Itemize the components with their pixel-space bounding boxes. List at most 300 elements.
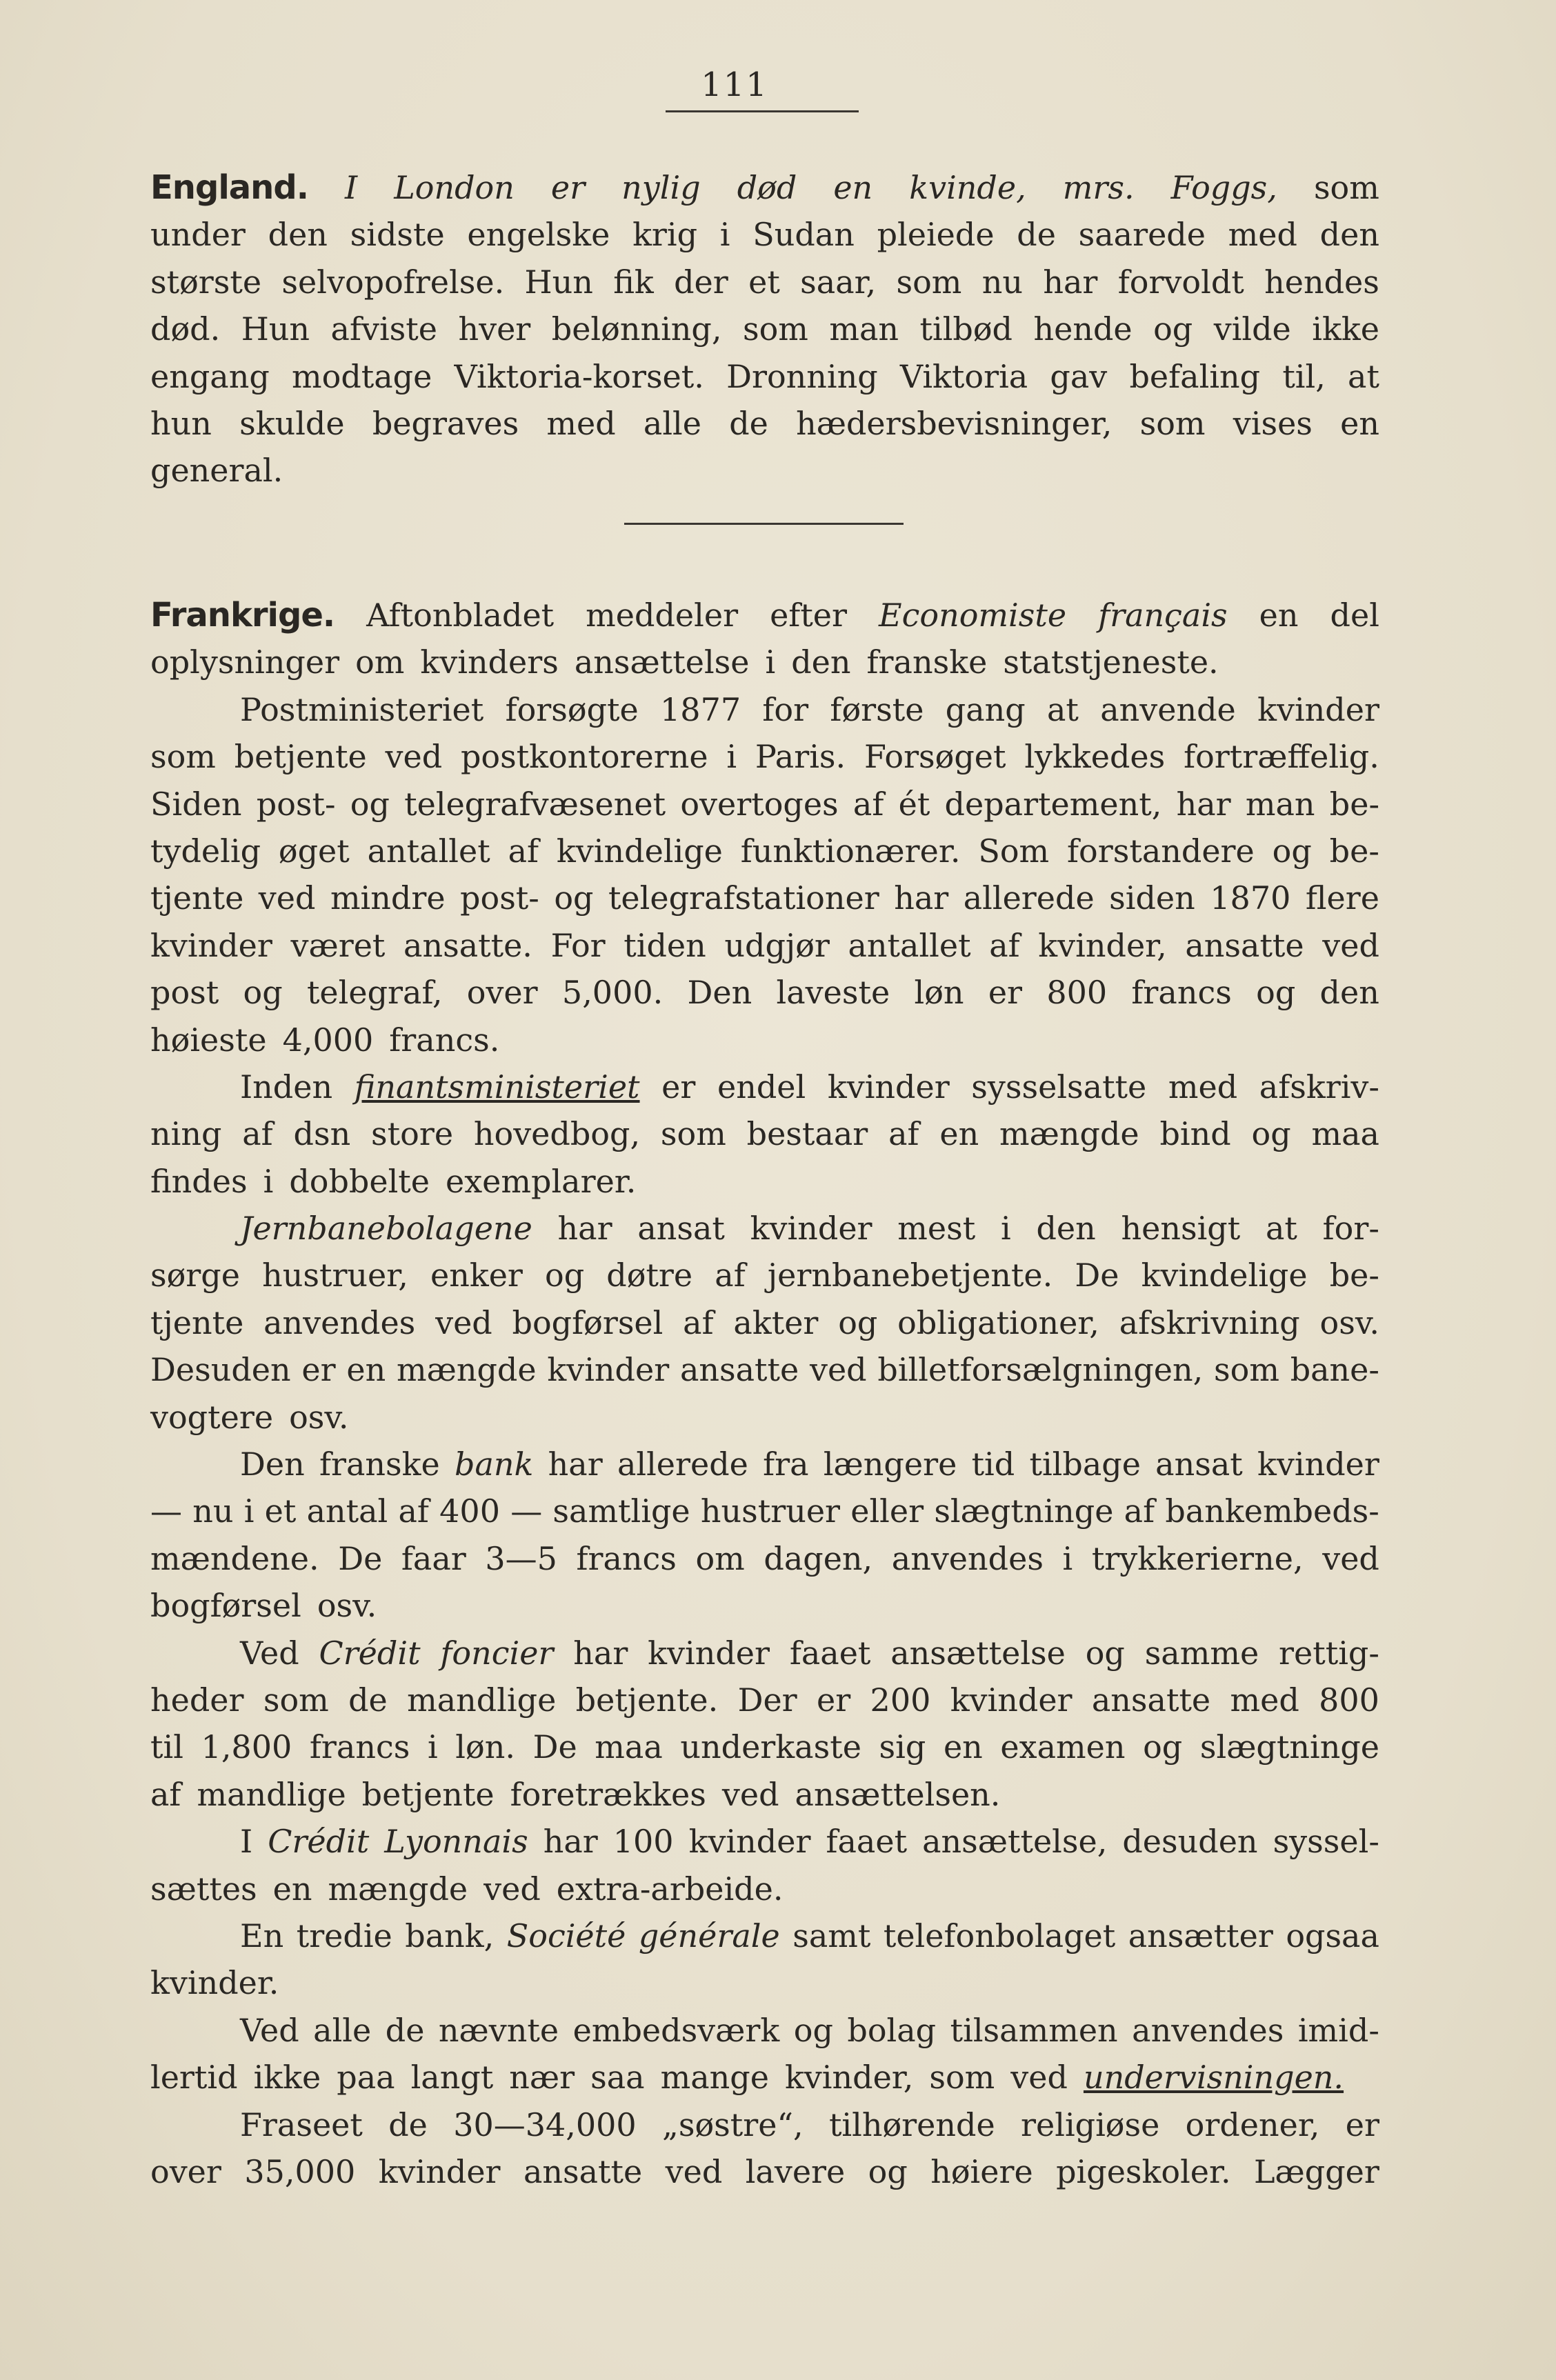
word: udgjør [724, 926, 830, 964]
word: vises [1233, 404, 1313, 442]
word: den [1319, 216, 1379, 254]
word: og [350, 785, 390, 823]
word: syssel- [1273, 1823, 1379, 1861]
word: døtre [606, 1257, 693, 1294]
word: dsn [293, 1115, 351, 1153]
word: fra [763, 1446, 809, 1483]
word: at [1348, 357, 1379, 395]
word: betjente. [575, 1681, 719, 1719]
word: mange [660, 2059, 769, 2097]
word: kvindelige [1141, 1257, 1308, 1294]
text-line [150, 1394, 1379, 1441]
word: kvinder [827, 1068, 950, 1106]
word: afskriv- [1259, 1068, 1379, 1106]
word: mængde [999, 1115, 1139, 1153]
word: hende [1033, 310, 1133, 348]
word: ansat [1155, 1446, 1243, 1483]
text-line [150, 1723, 1379, 1770]
word: som [1214, 1351, 1279, 1389]
word: tydelig [150, 832, 261, 870]
word: samt [792, 1917, 871, 1954]
word: osv. [1319, 1303, 1379, 1341]
word: og [554, 879, 594, 917]
word: nævnte [438, 2011, 559, 2049]
word: Paris. [755, 738, 846, 776]
word: examen [1000, 1728, 1126, 1766]
word: været [290, 926, 386, 964]
word: er [817, 1681, 851, 1719]
word: Crédit [268, 1823, 370, 1861]
word: modtage [292, 357, 432, 395]
word: ved [665, 2152, 723, 2190]
word: desuden [1122, 1823, 1258, 1861]
word: lavere [745, 2152, 846, 2190]
word: af [1124, 1492, 1155, 1530]
word: franske [866, 643, 988, 681]
word: „søstre“, [662, 2106, 804, 2143]
word: ved [385, 738, 443, 776]
word: af [683, 1303, 714, 1341]
word: er [1345, 2106, 1379, 2143]
word: over [150, 2152, 221, 2190]
word: 4,000 [282, 1021, 374, 1059]
word: af [508, 832, 539, 870]
word: i [1062, 1539, 1073, 1577]
word: telefonbolaget [883, 1917, 1116, 1954]
word: mængde [396, 1351, 537, 1389]
word: saarede [1078, 216, 1206, 254]
word: man [1245, 785, 1315, 823]
word: ansætter [1128, 1917, 1273, 1954]
word: og [545, 1257, 585, 1294]
word: maa [1311, 1115, 1379, 1153]
text-line [150, 1017, 1379, 1063]
word: forsøgte [505, 690, 639, 728]
word: Hun [241, 310, 310, 348]
text-line [150, 1441, 1379, 1488]
word: en [939, 1115, 979, 1153]
text-line [150, 969, 1379, 1016]
text-line [150, 2007, 1379, 2054]
word: 100 [612, 1823, 674, 1861]
word: hver [458, 310, 531, 348]
word: hensigt [1121, 1210, 1241, 1248]
text-line [150, 400, 1379, 447]
word: som [1313, 169, 1379, 206]
word: forvoldt [1117, 263, 1244, 301]
word: saa [590, 2059, 645, 2097]
word: en [272, 1870, 312, 1908]
text-line [150, 1866, 1379, 1912]
word: trykkerierne, [1091, 1539, 1304, 1577]
page-number: 111 [701, 66, 768, 104]
text-line [150, 211, 1379, 258]
word: findes [150, 1162, 248, 1200]
word: hædersbevisninger, [796, 404, 1113, 442]
word: ansættelse [574, 643, 750, 681]
text-line [150, 1205, 1379, 1252]
word: ved [721, 1775, 779, 1813]
word: tilsammen [950, 2011, 1118, 2049]
word: pleiede [877, 216, 995, 254]
word: af [150, 1775, 181, 1813]
word: saar, [800, 263, 877, 301]
text-line [150, 447, 1379, 494]
word: den [268, 216, 328, 254]
word: tjente [150, 1303, 244, 1341]
word: bestaar [746, 1115, 868, 1153]
word: mandlige [407, 1681, 557, 1719]
word: mest [897, 1210, 976, 1248]
word: til, [1282, 357, 1326, 395]
section-frankrige [150, 592, 1379, 2195]
word: de [385, 2011, 425, 2049]
word: allerede [617, 1446, 748, 1483]
word: ansættelse, [922, 1823, 1108, 1861]
section-england [150, 164, 1379, 494]
word: Dronning [726, 357, 878, 395]
word: store [371, 1115, 454, 1153]
word: at [1265, 1210, 1297, 1248]
word: øget [278, 832, 350, 870]
word: telegrafvæsenet [404, 785, 666, 823]
text-line [150, 164, 1379, 211]
word: For [550, 926, 606, 964]
word: i [427, 1728, 438, 1766]
word: den [791, 643, 851, 681]
word: har [557, 1210, 612, 1248]
word: af [989, 926, 1020, 964]
word: Lyonnais [384, 1823, 528, 1861]
word: ansat [637, 1210, 725, 1248]
word: gang [945, 690, 1026, 728]
text-line [150, 781, 1379, 828]
word: allerede [963, 879, 1095, 917]
word: kvinders [420, 643, 559, 681]
word: 1,800 [201, 1728, 292, 1766]
text-line [150, 353, 1379, 400]
word: og [1251, 1115, 1291, 1153]
text-line [150, 733, 1379, 780]
word: lykkedes [1024, 738, 1166, 776]
word: ét [898, 785, 930, 823]
word: betjente [234, 738, 367, 776]
word: franske [319, 1446, 440, 1483]
word: er [301, 1351, 336, 1389]
word: samtlige [552, 1492, 690, 1530]
word: kvinder [750, 1210, 872, 1248]
word: En [240, 1917, 284, 1954]
word: fik [613, 263, 654, 301]
word: tiden [624, 926, 706, 964]
word: francs [576, 1539, 677, 1577]
word: Den [240, 1446, 305, 1483]
word: anvendes [1132, 2011, 1284, 2049]
word: høieste [150, 1021, 267, 1059]
word: kvindelige [556, 832, 723, 870]
word: De [338, 1539, 383, 1577]
text-line [150, 639, 1379, 686]
word: befaling [1129, 357, 1261, 395]
word: som [896, 263, 962, 301]
word: høiere [930, 2152, 1033, 2190]
word: be- [1329, 785, 1379, 823]
word: den [1036, 1210, 1096, 1248]
word: 30—34,000 [453, 2106, 637, 2143]
word: del [1330, 597, 1379, 634]
word: hendes [1264, 263, 1379, 301]
section-divider [624, 523, 904, 525]
word: kvinder [1257, 690, 1379, 728]
word: departement, [944, 785, 1162, 823]
word: — [150, 1492, 182, 1530]
word: krig [632, 216, 698, 254]
word: kvinder, [784, 2059, 914, 2097]
word: vogtere [150, 1398, 274, 1436]
word: som [742, 310, 808, 348]
word: ved [809, 1351, 867, 1389]
section-heading: Frankrige. [150, 596, 335, 634]
text-line [150, 1488, 1379, 1534]
word: kvinder [378, 2152, 501, 2190]
word: embedsværk [572, 2011, 780, 2049]
word: eller [850, 1492, 924, 1530]
text-line [150, 1110, 1379, 1157]
word: overtoges [680, 785, 839, 823]
word: belønning, [551, 310, 722, 348]
word: mandlige [197, 1775, 346, 1813]
word: og [838, 1303, 878, 1341]
word: hustruer [700, 1492, 841, 1530]
word: 800 [1046, 974, 1108, 1012]
text-line [150, 1677, 1379, 1723]
word: Viktoria [899, 357, 1028, 395]
word: er [550, 169, 586, 206]
word: de [729, 404, 768, 442]
word: 200 [870, 1681, 931, 1719]
word: i [243, 1492, 255, 1530]
word: tilhørende [828, 2106, 995, 2143]
word: undervisningen. [1083, 2059, 1344, 2097]
text-line [150, 1912, 1379, 1959]
word: længere [823, 1446, 957, 1483]
word: død. [150, 310, 221, 348]
word: bank [455, 1446, 534, 1483]
word: ogsaa [1286, 1917, 1379, 1954]
word: Ved [240, 1634, 299, 1672]
word: akter [733, 1303, 819, 1341]
word: mændene. [150, 1539, 319, 1577]
word: Hun [524, 263, 593, 301]
text-line [150, 1252, 1379, 1299]
word: Jernbanebolagene [240, 1210, 532, 1248]
word: De [532, 1728, 577, 1766]
word: af [852, 785, 884, 823]
text-line [150, 1158, 1379, 1205]
word: er [661, 1068, 696, 1106]
word: francs [1131, 974, 1232, 1012]
word: antallet [367, 832, 490, 870]
word: sidste [350, 216, 445, 254]
text-line [150, 306, 1379, 352]
word: imid- [1297, 2011, 1379, 2049]
word: rettig- [1279, 1634, 1379, 1672]
word: oplysninger [150, 643, 340, 681]
text-line [150, 2148, 1379, 2195]
word: har [573, 1634, 628, 1672]
word: be- [1329, 832, 1379, 870]
word: telegraf, [306, 974, 443, 1012]
word: for [762, 690, 809, 728]
word: statstjeneste. [1003, 643, 1219, 681]
word: ved [435, 1303, 492, 1341]
page-number-rule [666, 110, 859, 112]
word: nylig [621, 169, 701, 206]
word: 5,000. [561, 974, 664, 1012]
word: kvinder. [150, 1964, 279, 2002]
word: med [1230, 1681, 1299, 1719]
word: ved [258, 879, 316, 917]
word: største [150, 263, 262, 301]
word: bane- [1290, 1351, 1379, 1389]
word: London [394, 169, 515, 206]
word: ansatte [1185, 926, 1304, 964]
word: underkaste [680, 1728, 861, 1766]
word: ansættelsen. [795, 1775, 1001, 1813]
word: Foggs, [1170, 169, 1277, 206]
word: Postministeriet [240, 690, 484, 728]
text-line [150, 922, 1379, 969]
word: francs [309, 1728, 410, 1766]
word: og [868, 2152, 908, 2190]
word: løn. [455, 1728, 515, 1766]
word: alle [643, 404, 701, 442]
text-line [150, 874, 1379, 921]
word: sig [879, 1728, 926, 1766]
word: som [150, 738, 216, 776]
word: afviste [330, 310, 437, 348]
text-line [150, 1582, 1379, 1629]
word: har [1176, 785, 1231, 823]
word: med [1228, 216, 1297, 254]
word: ansatte. [403, 926, 532, 964]
word: telegrafstationer [608, 879, 879, 917]
word: af [715, 1257, 746, 1294]
word: tjente [150, 879, 244, 917]
word: be- [1329, 1257, 1379, 1294]
word: har [1043, 263, 1098, 301]
word: at [1047, 690, 1079, 728]
word: de [388, 2106, 428, 2143]
text-line [150, 2054, 1379, 2101]
word: Ved [240, 2011, 299, 2049]
word: ansatte [1091, 1681, 1211, 1719]
word: paa [337, 2059, 395, 2097]
word: de [348, 1681, 388, 1719]
word: samme [1144, 1634, 1259, 1672]
word: general. [150, 452, 283, 490]
word: ved [1322, 926, 1379, 964]
word: antal [306, 1492, 388, 1530]
word: under [150, 216, 246, 254]
word: 1870 [1210, 879, 1291, 917]
word: ved [1322, 1539, 1379, 1577]
word: De [1075, 1257, 1119, 1294]
word: selvopofrelse. [281, 263, 505, 301]
word: kvinder [950, 1681, 1073, 1719]
word: med [1168, 1068, 1238, 1106]
word: i [719, 216, 730, 254]
section-heading: England. [150, 168, 308, 207]
word: forstandere [1067, 832, 1255, 870]
text-line [150, 1818, 1379, 1865]
word: afskrivning [1119, 1303, 1300, 1341]
word: Société [506, 1917, 626, 1954]
word: hun [150, 404, 212, 442]
word: heder [150, 1681, 244, 1719]
word: med [546, 404, 616, 442]
word: ansatte [523, 2152, 643, 2190]
word: tilbage [1029, 1446, 1141, 1483]
word: for- [1322, 1210, 1379, 1248]
word: laveste [776, 974, 890, 1012]
word: om [695, 1539, 745, 1577]
word: bogførsel [150, 1587, 301, 1625]
word: post- [256, 785, 336, 823]
word: skulde [239, 404, 345, 442]
word: af [398, 1492, 429, 1530]
word: osv. [317, 1587, 377, 1625]
word: til [150, 1728, 183, 1766]
word: kvinder [1257, 1446, 1379, 1483]
word: som [263, 1681, 329, 1719]
word: ansættelse [890, 1634, 1066, 1672]
word: faar [401, 1539, 466, 1577]
word: et [264, 1492, 297, 1530]
word: om [355, 643, 405, 681]
word: har [548, 1446, 603, 1483]
word: og [793, 2011, 833, 2049]
word: faaet [789, 1634, 871, 1672]
text-line [150, 592, 1379, 639]
word: jernbanebetjente. [767, 1257, 1053, 1294]
word: Som [978, 832, 1050, 870]
text-line [150, 828, 1379, 874]
word: — [510, 1492, 543, 1530]
word: engelske [467, 216, 610, 254]
word: en [1340, 404, 1379, 442]
word: générale [638, 1917, 780, 1954]
word: kvinder [150, 926, 272, 964]
word: hovedbog, [473, 1115, 641, 1153]
word: sysselsatte [971, 1068, 1147, 1106]
text-line [150, 259, 1379, 306]
word: 400 [439, 1492, 500, 1530]
word: den [1319, 974, 1379, 1012]
word: antallet [848, 926, 971, 964]
word: bind [1159, 1115, 1231, 1153]
word: 800 [1319, 1681, 1379, 1719]
word: tilbød [919, 310, 1013, 348]
word: langt [410, 2059, 494, 2097]
word: Crédit [319, 1634, 421, 1672]
word: Forsøget [864, 738, 1006, 776]
word: religiøse [1021, 2106, 1160, 2143]
word: Fraseet [240, 2106, 363, 2143]
word: engang [150, 357, 270, 395]
word: betjente [361, 1775, 495, 1813]
word: anvendes [263, 1303, 416, 1341]
